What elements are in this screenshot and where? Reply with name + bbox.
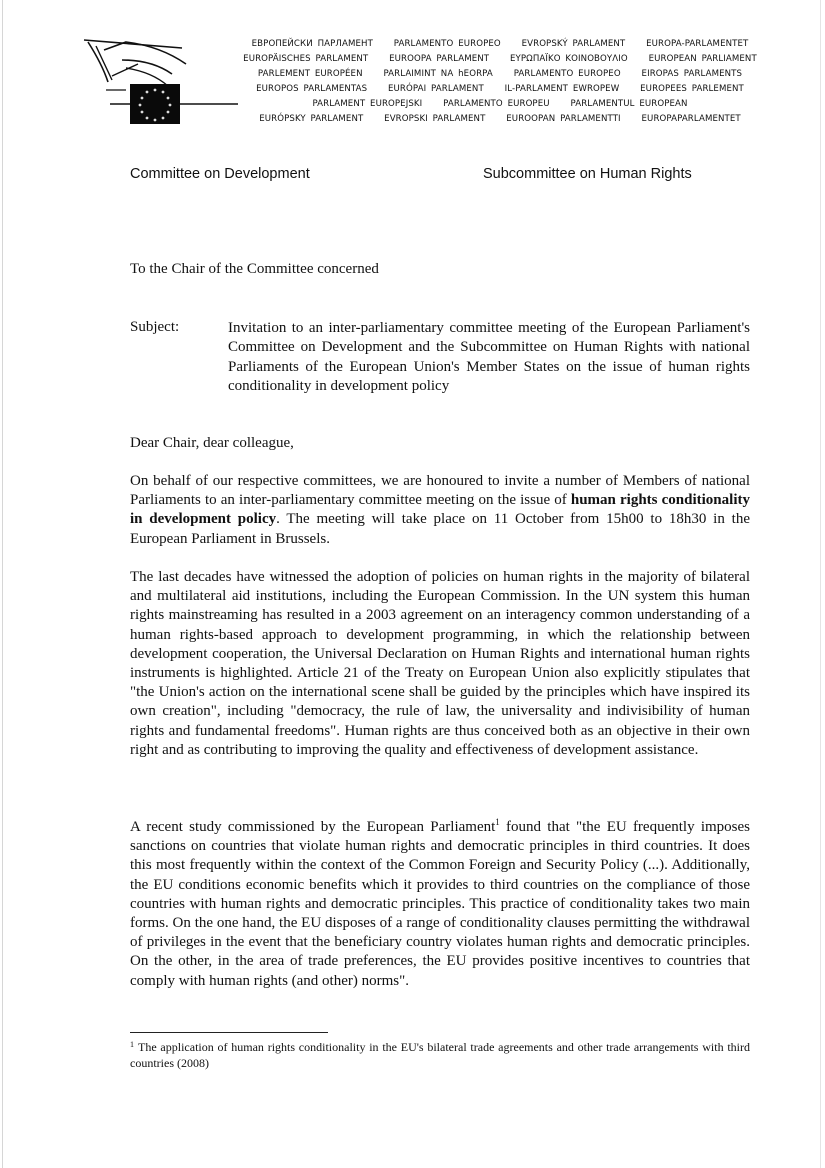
parliament-name: PARLAMENT EUROPEJSKI bbox=[312, 98, 423, 109]
parliament-name: EIROPAS PARLAMENTS bbox=[641, 68, 743, 79]
parliament-name: PARLAIMINT NA hEORPA bbox=[383, 68, 493, 79]
parliament-names-block bbox=[220, 37, 780, 126]
parliament-names-line bbox=[220, 112, 780, 127]
paragraph-text: . The meeting will take place on 11 October from 15h00 to 18h30 in the European Parliament in Brussels. bbox=[130, 511, 750, 547]
parliament-names-line bbox=[220, 52, 780, 67]
parliament-name: EUROPEAN PARLIAMENT bbox=[648, 53, 757, 64]
european-parliament-logo bbox=[82, 34, 242, 129]
parliament-name: PARLAMENTO EUROPEO bbox=[393, 39, 501, 49]
parliament-name: EUROPAPARLAMENTET bbox=[641, 113, 741, 124]
parliament-name: EVROPSKI PARLAMENT bbox=[384, 113, 486, 124]
parliament-name: EUROPÄISCHES PARLAMENT bbox=[243, 53, 369, 64]
footnote-divider bbox=[130, 1032, 328, 1033]
body-paragraph-2: The last decades have witnessed the adoption of policies on human rights in the majority of bilateral and multilateral aid institutions, including the European Commission. In the UN system this human rights mainstreaming has resulted in a 2003 agreement on an interagency common understanding of a human rights-based approach to development programming, in which the relationship between development cooperation, the Universal Declaration on Human Rights and international human rights instruments is highlighted. Article 21 of the Treaty on European Union also explicitly stipulates that "the Union's action on the international scene shall be guided by the principles which have inspired its own creation", including "democracy, the rule of law, the universality and indivisibility of human rights and fundamental freedoms". Human rights are thus conceived both as an objective in their own right and as contributing to improving the quality and effectiveness of development assistance. bbox=[130, 569, 750, 758]
parliament-name: ЕВРОПЕЙСКИ ПАРЛАМЕНТ bbox=[251, 39, 373, 49]
parliament-name: EUROPOS PARLAMENTAS bbox=[256, 83, 368, 94]
parliament-names-line bbox=[220, 67, 780, 82]
parliament-name: PARLEMENT EUROPÉEN bbox=[257, 68, 363, 79]
parliament-name: ΕΥΡΩΠΑΪΚΟ ΚΟΙΝΟΒΟΥΛΙΟ bbox=[510, 53, 628, 64]
emphasis-text: human rights conditionality in development policy bbox=[130, 492, 750, 528]
parliament-name: PARLAMENTO EUROPEU bbox=[443, 98, 550, 109]
parliament-name: PARLAMENTUL EUROPEAN bbox=[570, 98, 688, 109]
footnote-text: The application of human rights conditionality in the EU's bilateral trade agreements and other trade arrangements with third countries (2008) bbox=[130, 1040, 750, 1070]
subject-label: Subject: bbox=[130, 319, 180, 335]
parliament-name: PARLAMENTO EUROPEO bbox=[513, 68, 621, 79]
subject-text: Invitation to an inter-parliamentary committee meeting of the European Parliament's Committee on Development and the Subcommittee on Human Rights with national Parliaments of the European Union's Member States on the issue of human rights conditionality in development policy bbox=[228, 320, 750, 394]
parliament-name: EURÓPAI PARLAMENT bbox=[388, 83, 484, 94]
parliament-name: EUROPEES PARLEMENT bbox=[640, 83, 744, 94]
body-paragraph-3 bbox=[130, 818, 750, 991]
footnote bbox=[130, 1040, 750, 1071]
addressee: To the Chair of the Committee concerned bbox=[130, 261, 379, 277]
parliament-name: EUROOPA PARLAMENT bbox=[389, 53, 490, 64]
parliament-names-line bbox=[220, 97, 780, 112]
parliament-names-line bbox=[220, 82, 780, 97]
parliament-name: IL-PARLAMENT EWROPEW bbox=[504, 83, 620, 94]
committee-development: Committee on Development bbox=[130, 166, 310, 182]
parliament-name: EVROPSKÝ PARLAMENT bbox=[521, 39, 626, 49]
parliament-name: EUROPA-PARLAMENTET bbox=[646, 39, 749, 49]
scan-edge-right bbox=[820, 0, 821, 1168]
subcommittee-human-rights: Subcommittee on Human Rights bbox=[483, 166, 692, 182]
paragraph-text: On behalf of our respective committees, we are honoured to invite a number of Members of national Parliaments to an inter-parliamentary committee meeting on the issue of bbox=[130, 473, 750, 509]
footnote-number: 1 bbox=[130, 1040, 134, 1049]
paragraph-text: found that "the EU frequently imposes sanctions on countries that violate human rights and democratic principles in third countries. It does this most frequently within the context of the Common Foreign and Security Policy (...). Additionally, the EU conditions economic benefits which it provides to third countries on the compliance of those countries with human rights and democratic principles. This practice of conditionality takes two main forms. On the one hand, the EU disposes of a range of conditionality clauses permitting the withdrawal of privileges in the event that the beneficiary country violates human rights and democratic principles. On the other, in the area of trade preferences, the EU provides positive incentives to countries that comply with human rights (and other) norms". bbox=[130, 819, 750, 989]
paragraph-text: A recent study commissioned by the European Parliament bbox=[130, 819, 496, 835]
parliament-name: EURÓPSKY PARLAMENT bbox=[259, 113, 364, 124]
body-paragraph-1 bbox=[130, 472, 750, 549]
parliament-names-line bbox=[220, 37, 780, 52]
parliament-name: EUROOPAN PARLAMENTTI bbox=[506, 113, 621, 124]
salutation: Dear Chair, dear colleague, bbox=[130, 435, 294, 451]
scan-edge-left bbox=[2, 0, 3, 1168]
footnote-reference: 1 bbox=[495, 817, 500, 827]
